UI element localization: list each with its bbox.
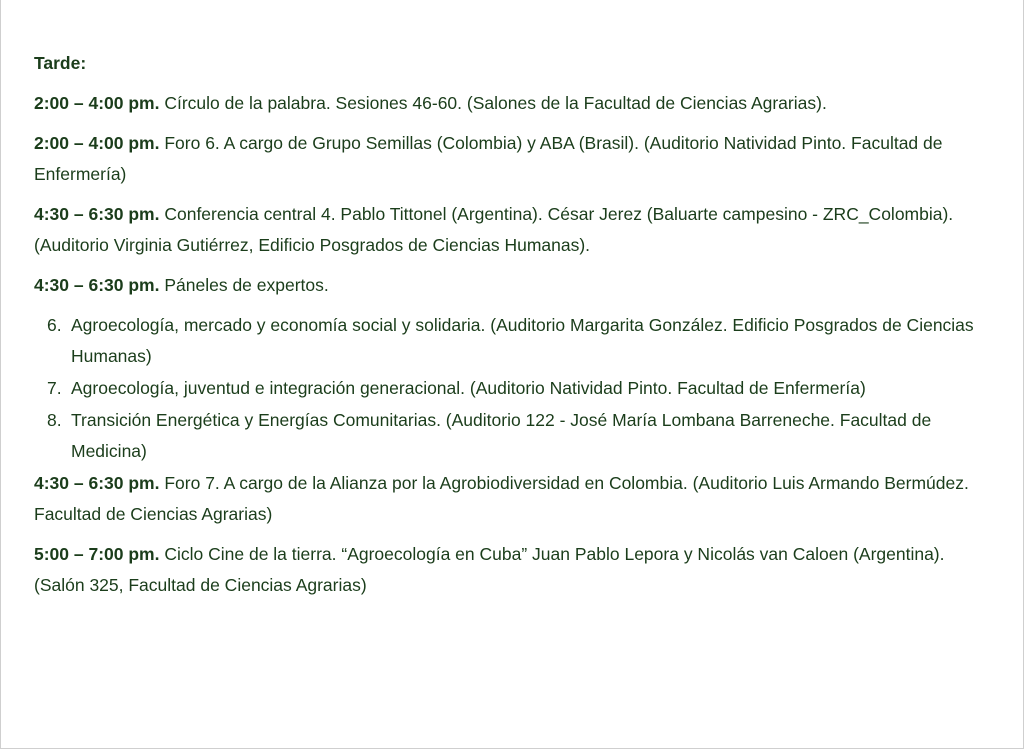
entry-text: Ciclo Cine de la tierra. “Agroecología en Cuba” Juan Pablo Lepora y Nicolás van Caloen (Argentina). (Salón 325, Facultad de Ciencias Agrarias) xyxy=(34,544,945,595)
entry-time: 2:00 – 4:00 pm. xyxy=(34,93,160,113)
schedule-content xyxy=(34,48,994,610)
entry-text: Conferencia central 4. Pablo Tittonel (Argentina). César Jerez (Baluarte campesino - ZRC_Colombia). (Auditorio Virginia Gutiérrez, Edificio Posgrados de Ciencias Humanas). xyxy=(34,204,954,255)
section-title: Tarde: xyxy=(34,53,87,73)
schedule-entry xyxy=(34,539,994,601)
list-text: Transición Energética y Energías Comunitarias. (Auditorio 122 - José María Lombana Barreneche. Facultad de Medicina) xyxy=(71,410,932,461)
entry-time: 5:00 – 7:00 pm. xyxy=(34,544,160,564)
list-item xyxy=(34,310,994,372)
list-item xyxy=(34,373,994,404)
entry-time: 4:30 – 6:30 pm. xyxy=(34,275,160,295)
schedule-entry xyxy=(34,468,994,530)
entry-time: 2:00 – 4:00 pm. xyxy=(34,133,160,153)
entry-time: 4:30 – 6:30 pm. xyxy=(34,473,160,493)
schedule-entry xyxy=(34,270,994,301)
list-number: 6. xyxy=(47,315,62,335)
list-number: 7. xyxy=(47,378,62,398)
schedule-entry xyxy=(34,128,994,190)
schedule-entry xyxy=(34,88,994,119)
list-number: 8. xyxy=(47,410,62,430)
entry-text: Foro 7. A cargo de la Alianza por la Agrobiodiversidad en Colombia. (Auditorio Luis Armando Bermúdez. Facultad de Ciencias Agrarias) xyxy=(34,473,969,524)
list-item xyxy=(34,405,994,467)
schedule-entry xyxy=(34,199,994,261)
list-text: Agroecología, juventud e integración generacional. (Auditorio Natividad Pinto. Facultad de Enfermería) xyxy=(71,378,866,398)
entry-text: Foro 6. A cargo de Grupo Semillas (Colombia) y ABA (Brasil). (Auditorio Natividad Pinto. Facultad de Enfermería) xyxy=(34,133,943,184)
entry-time: 4:30 – 6:30 pm. xyxy=(34,204,160,224)
list-text: Agroecología, mercado y economía social y solidaria. (Auditorio Margarita González. Edificio Posgrados de Ciencias Humanas) xyxy=(71,315,974,366)
entry-text: Círculo de la palabra. Sesiones 46-60. (Salones de la Facultad de Ciencias Agrarias). xyxy=(159,93,827,113)
panel-list xyxy=(34,310,994,467)
entry-text: Páneles de expertos. xyxy=(159,275,329,295)
